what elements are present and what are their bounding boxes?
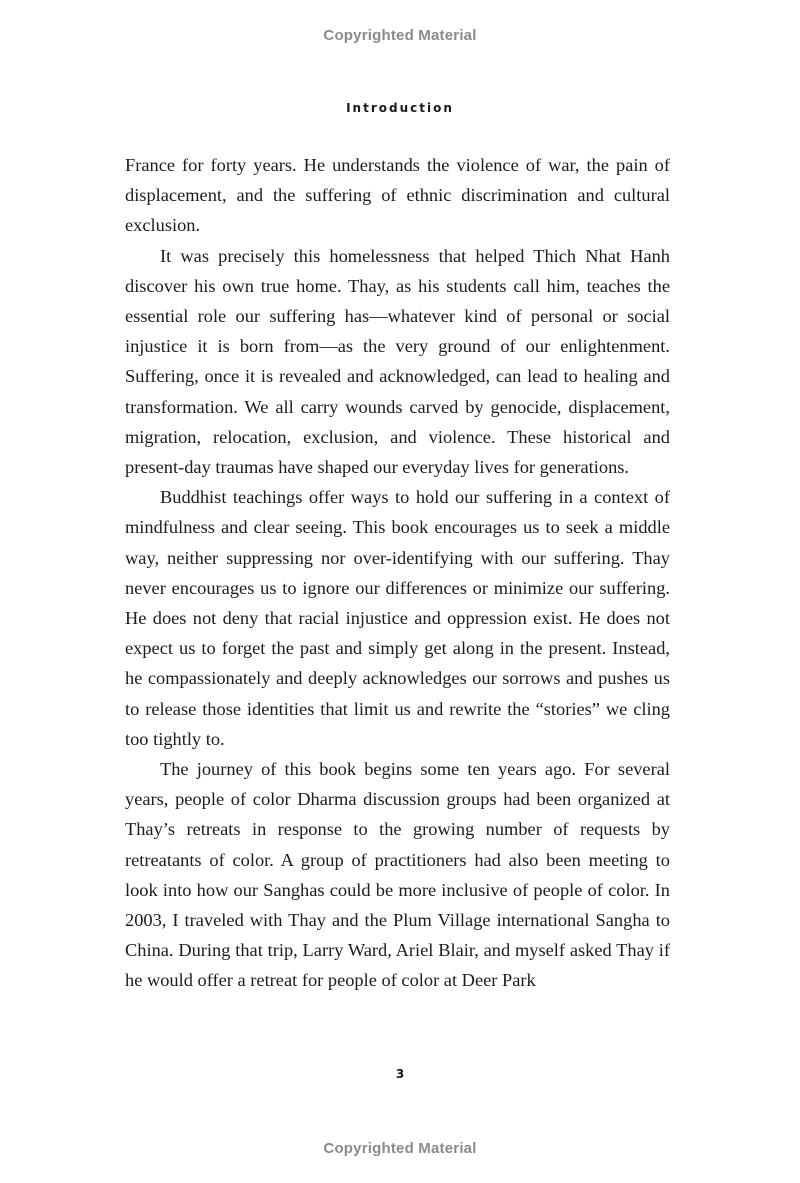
copyright-watermark-bottom: Copyrighted Material: [323, 1140, 477, 1157]
paragraph: The journey of this book begins some ten years ago. For several years, people of color Dharma discussion groups had been organized at Thay’s retreats in response to the growing number of requests by retreatants of color. A group of practitioners had also been meeting to look into how our Sanghas could be more inclusive of people of color. In 2003, I traveled with Thay and the Plum Village international Sangha to China. During that trip, Larry Ward, Ariel Blair, and myself asked Thay if he would offer a retreat for people of color at Deer Park: [125, 759, 670, 991]
running-head: Introduction: [346, 101, 454, 115]
paragraph: Buddhist teachings offer ways to hold our suffering in a context of mindfulness and clear seeing. This book encourages us to seek a middle way, neither suppressing nor over-identifying with our suffering. Thay never encourages us to ignore our differences or minimize our suffering. He does not deny that racial injustice and oppression exist. He does not expect us to forget the past and simply get along in the present. Instead, he compassionately and deeply acknowledges our sorrows and pushes us to release those identities that limit us and rewrite the “stories” we cling too tightly to.: [125, 487, 670, 749]
page-number: 3: [395, 1067, 405, 1081]
paragraph: France for forty years. He understands the violence of war, the pain of displacement, and the suffering of ethnic discrimination and cultural exclusion.: [125, 155, 670, 236]
paragraph: It was precisely this homelessness that helped Thich Nhat Hanh discover his own true home. Thay, as his students call him, teaches the essential role our suffering has—whatever kind of personal or social injustice it is born from—as the very ground of our enlightenment. Suffering, once it is revealed and acknowledged, can lead to healing and transformation. We all carry wounds carved by genocide, displacement, migration, relocation, exclusion, and violence. These historical and present-day traumas have shaped our everyday lives for generations.: [125, 245, 670, 478]
copyright-watermark-top: Copyrighted Material: [323, 27, 477, 44]
body-text: [125, 150, 670, 996]
